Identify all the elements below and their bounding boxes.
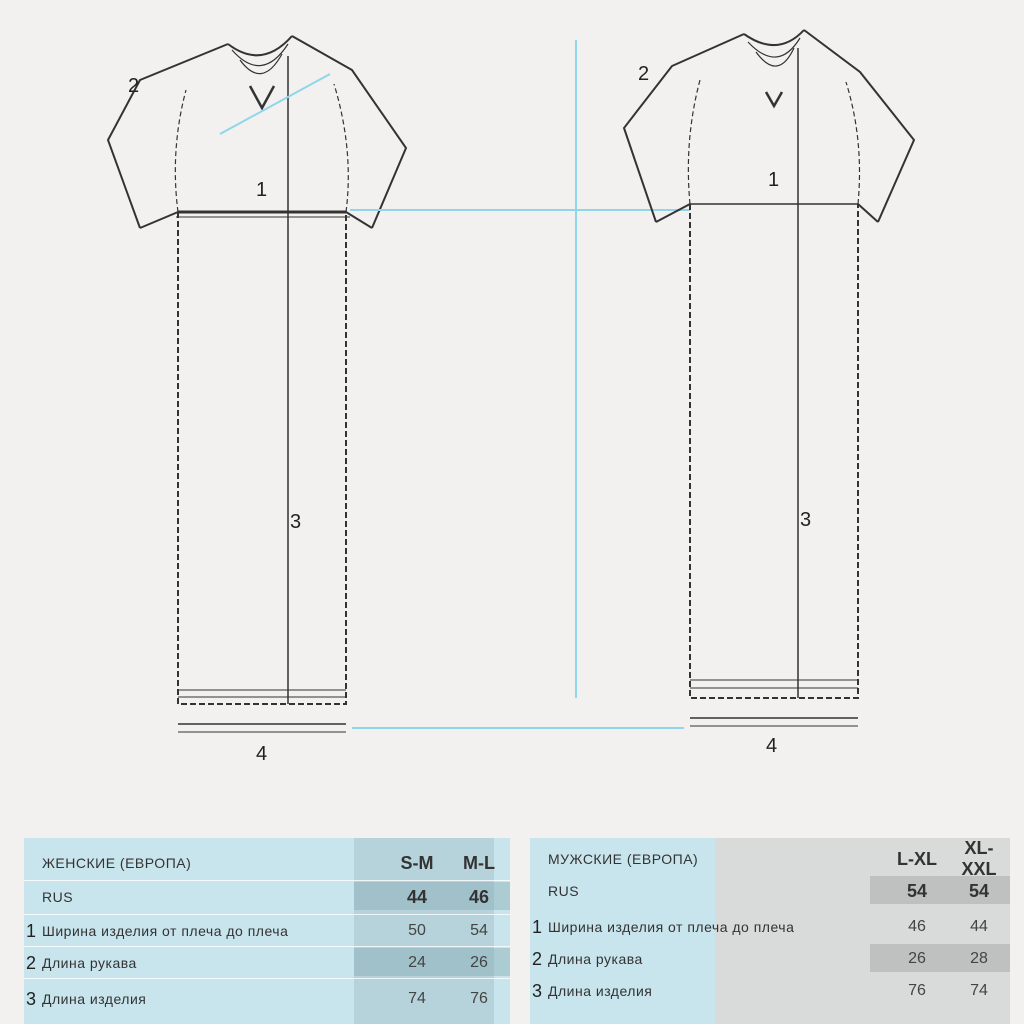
right-garment-outline: [624, 30, 914, 726]
right-label-4: 4: [766, 735, 778, 757]
left-label-2: 2: [128, 75, 140, 97]
table-row-rus: RUS 54 54: [548, 880, 990, 901]
table-title: МУЖСКИЕ (ЕВРОПА): [548, 851, 699, 867]
table-header-row: [530, 838, 1010, 879]
table-row: 3 Длина изделия 74 76: [26, 988, 488, 1009]
size-column-1: L-XL: [897, 848, 937, 869]
right-label-3: 3: [800, 509, 812, 531]
table-row: 3 Длина изделия 76 74: [532, 980, 988, 1001]
size-table-women: [24, 838, 510, 1024]
left-label-3: 3: [290, 511, 302, 533]
size-column-2: XL-XXL: [961, 838, 997, 879]
right-label-1: 1: [768, 169, 780, 191]
right-label-2: 2: [638, 63, 650, 85]
left-label-1: 1: [256, 179, 268, 201]
table-row: 2 Длина рукава 26 28: [532, 948, 988, 969]
table-header-row: [24, 848, 510, 878]
table-row: 1 Ширина изделия от плеча до плеча 50 54: [26, 920, 488, 941]
size-table-men: [530, 838, 1010, 1024]
size-column-2: M-L: [463, 852, 495, 873]
left-label-4: 4: [256, 743, 268, 765]
left-garment-outline: [108, 36, 406, 732]
table-row-rus: RUS 44 46: [42, 886, 490, 907]
table-row: 2 Длина рукава 24 26: [26, 952, 488, 973]
table-row: 1 Ширина изделия от плеча до плеча 46 44: [532, 916, 988, 937]
size-column-1: S-M: [400, 852, 434, 873]
table-title: ЖЕНСКИЕ (ЕВРОПА): [42, 855, 192, 871]
left-measure-lines: [220, 74, 690, 728]
